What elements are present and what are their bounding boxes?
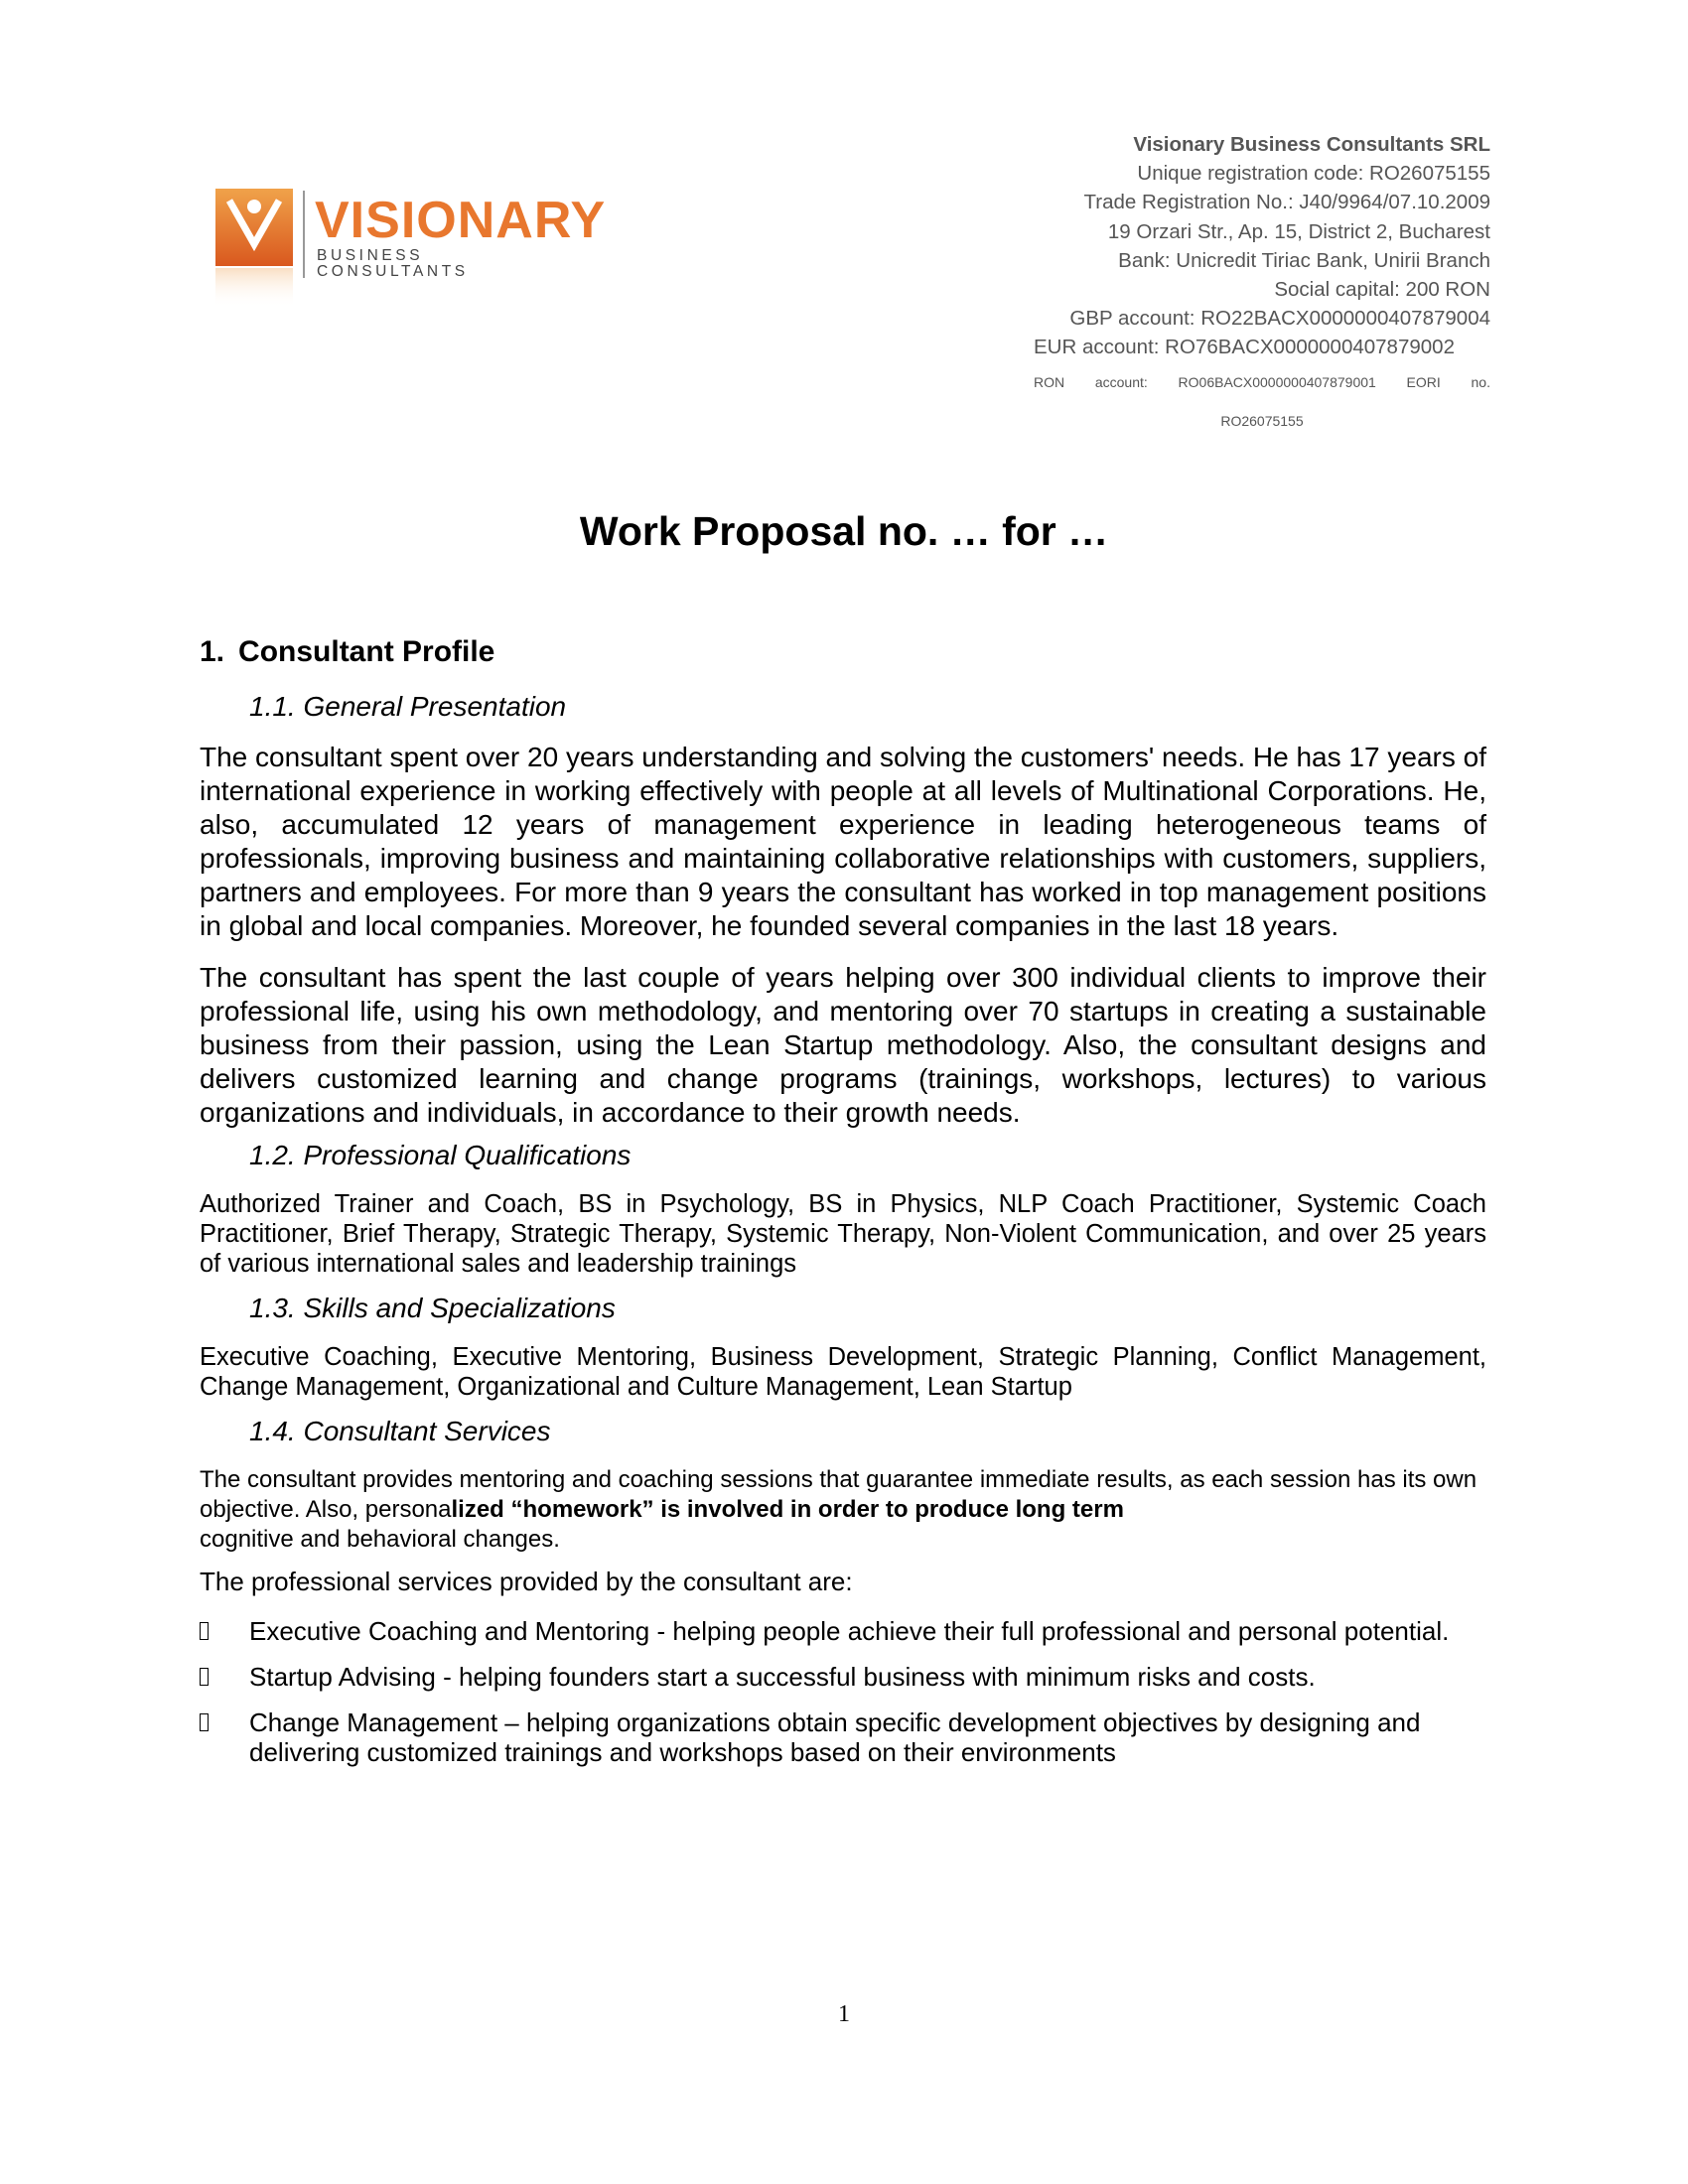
services-intro: The professional services provided by the consultant are: bbox=[200, 1567, 853, 1596]
company-detail-line: 19 Orzari Str., Ap. 15, District 2, Bucharest bbox=[1107, 219, 1490, 243]
bullet-icon bbox=[200, 1713, 209, 1731]
company-detail-line: GBP account: RO22BACX0000000407879004 bbox=[1069, 307, 1490, 331]
ron-word: no. bbox=[1471, 373, 1490, 390]
ron-word: RO06BACX0000000407879001 bbox=[1178, 373, 1376, 390]
paragraph: Authorized Trainer and Coach, BS in Psychology, BS in Physics, NLP Coach Practitioner, Systemic Coach Practitioner, Brief Therapy, Strategic Therapy, Systemic Therapy, Non-Violent Communication, and over 25 years of various international sales and leadership trainings bbox=[200, 1190, 1486, 1278]
company-detail-line: Bank: Unicredit Tiriac Bank, Unirii Branch bbox=[1118, 248, 1490, 272]
eori-number: RO26075155 bbox=[1220, 412, 1304, 429]
paragraph: The consultant spent over 20 years understanding and solving the customers' needs. He has 17 years of international experience in working effectively with people at all levels of Multinational Corporations. He, also, accumulated 12 years of management experience in leading heterogeneous teams of professionals, improving business and maintaining collaborative relationships with customers, suppliers, partners and employees. For more than 9 years the consultant has worked in top management positions in global and local companies. Moreover, he founded several companies in the last 18 years. bbox=[200, 742, 1486, 941]
logo-wordmark: VISIONARY bbox=[315, 192, 607, 249]
company-details bbox=[934, 130, 1490, 436]
ron-account-line bbox=[1034, 368, 1490, 397]
document-body bbox=[200, 635, 1486, 1783]
company-name: Visionary Business Consultants SRL bbox=[1133, 133, 1490, 156]
company-logo bbox=[215, 187, 607, 316]
ron-word: EORI bbox=[1406, 373, 1441, 390]
company-detail-line: Trade Registration No.: J40/9964/07.10.2009 bbox=[1083, 191, 1490, 214]
subsection-heading: 1.3. Skills and Specializations bbox=[249, 1293, 616, 1323]
list-item bbox=[200, 1707, 1486, 1767]
section-heading bbox=[200, 635, 1486, 669]
services-list bbox=[200, 1616, 1486, 1767]
logo-divider bbox=[303, 191, 305, 278]
paragraph: The consultant has spent the last couple of years helping over 300 individual clients to improve their professional life, using his own methodology, and mentoring over 70 startups in creating a sustainable business from their passion, using the Lean Startup methodology. Also, the consultant designs and delivers customized learning and change programs (trainings, workshops, lectures) to various organizations and individuals, in accordance to their growth needs. bbox=[200, 962, 1486, 1128]
list-item-text: Executive Coaching and Mentoring - helping people achieve their full professional and personal potential. bbox=[249, 1616, 1450, 1646]
company-detail-line: Social capital: 200 RON bbox=[1274, 278, 1490, 302]
list-item-text: Startup Advising - helping founders start a successful business with minimum risks and costs. bbox=[249, 1662, 1316, 1692]
list-item bbox=[200, 1662, 1486, 1692]
logo-subtitle: BUSINESS CONSULTANTS bbox=[317, 247, 469, 280]
paragraph-bold-text: lized “homework” is involved in order to produce long term bbox=[451, 1496, 1124, 1523]
section-number: 1. bbox=[200, 635, 225, 668]
subsection-heading: 1.2. Professional Qualifications bbox=[249, 1140, 632, 1170]
document-title: Work Proposal no. … for … bbox=[579, 508, 1109, 554]
bullet-icon bbox=[200, 1622, 209, 1640]
ron-word: account: bbox=[1094, 373, 1148, 390]
paragraph-text: The consultant provides mentoring and coaching sessions that guarantee immediate results, as each session has its own objective. Also, persona bbox=[200, 1466, 1477, 1523]
company-detail-line: Unique registration code: RO26075155 bbox=[1137, 162, 1490, 186]
bullet-icon bbox=[200, 1668, 209, 1686]
list-item bbox=[200, 1616, 1486, 1646]
paragraph bbox=[200, 1465, 1486, 1555]
paragraph-text: cognitive and behavioral changes. bbox=[200, 1526, 560, 1553]
page-number: 1 bbox=[838, 2001, 850, 2027]
subsection-heading: 1.1. General Presentation bbox=[249, 691, 567, 722]
section-title: Consultant Profile bbox=[238, 635, 495, 668]
paragraph: Executive Coaching, Executive Mentoring, Business Development, Strategic Planning, Conflict Management, Change Management, Organizational and Culture Management, Lean Startup bbox=[200, 1343, 1486, 1401]
subsection-heading: 1.4. Consultant Services bbox=[249, 1416, 551, 1446]
list-item-text: Change Management – helping organizations obtain specific development objectives by designing and delivering customized trainings and workshops based on their environments bbox=[249, 1707, 1421, 1767]
ron-word: RON bbox=[1034, 373, 1065, 390]
eur-account: EUR account: RO76BACX0000000407879002 bbox=[1034, 336, 1455, 359]
logo-mark-icon bbox=[215, 187, 301, 316]
